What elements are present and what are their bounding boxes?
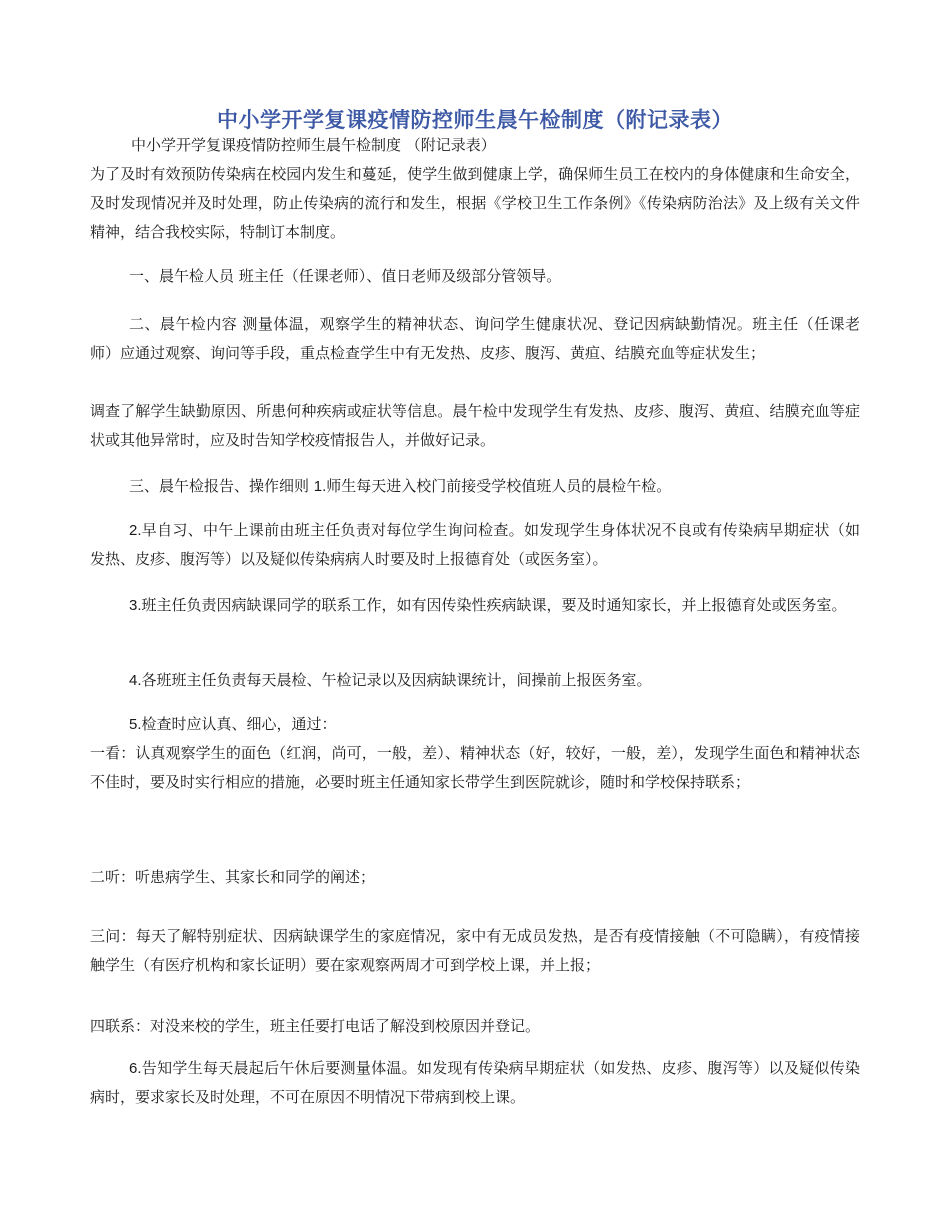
intro-paragraph: 为了及时有效预防传染病在校园内发生和蔓延，使学生做到健康上学，确保师生员工在校内的身体健康和生命安全，及时发现情况并及时处理，防止传染病的流行和发生，根据《学校卫生工作条例》《传染病防治法》及上级有关文件精神，结合我校实际，特制订本制度。 bbox=[90, 165, 860, 241]
ask-paragraph: 三问：每天了解特别症状、因病缺课学生的家庭情况，家中有无成员发热，是否有疫情接触（不可隐瞒），有疫情接触学生（有医疗机构和家长证明）要在家观察两周才可到学校上课，并上报； bbox=[90, 927, 860, 974]
item-2-paragraph bbox=[90, 516, 860, 574]
item-5-text: 检查时应认真、细心，通过： bbox=[141, 715, 337, 733]
item-3-text: 班主任负责因病缺课同学的联系工作，如有因传染性疾病缺课，要及时通知家长，并上报德育处或医务室。 bbox=[141, 596, 847, 614]
item-2-number: 2. bbox=[129, 522, 142, 539]
item-6-paragraph bbox=[90, 1054, 860, 1112]
section-3-paragraph bbox=[90, 472, 860, 501]
item-4-text: 各班班主任负责每天晨检、午检记录以及因病缺课统计，间操前上报医务室。 bbox=[141, 671, 652, 689]
item-4-number: 4. bbox=[129, 672, 142, 689]
section-2-paragraph: 二、晨午检内容 测量体温，观察学生的精神状态、询问学生健康状况、登记因病缺勤情况。班主任（任课老师）应通过观察、询问等手段，重点检查学生中有无发热、皮疹、腹泻、黄疸、结膜充血等症状发生； bbox=[90, 315, 860, 362]
document-title: 中小学开学复课疫情防控师生晨午检制度（附记录表） bbox=[217, 108, 733, 132]
section-3-heading: 三、晨午检报告、操作细则 bbox=[129, 477, 314, 495]
section-1-paragraph: 一、晨午检人员 班主任（任课老师）、值日老师及级部分管领导。 bbox=[129, 267, 562, 285]
section-2-continuation: 调查了解学生缺勤原因、所患何种疾病或症状等信息。晨午检中发现学生有发热、皮疹、腹泻、黄疸、结膜充血等症状或其他异常时，应及时告知学校疫情报告人，并做好记录。 bbox=[90, 402, 860, 449]
item-1-number: 1. bbox=[313, 478, 327, 495]
item-6-text: 告知学生每天晨起后午休后要测量体温。如发现有传染病早期症状（如发热、皮疹、腹泻等）以及疑似传染病时，要求家长及时处理，不可在原因不明情况下带病到校上课。 bbox=[90, 1059, 860, 1106]
item-3-paragraph bbox=[90, 591, 860, 620]
look-paragraph: 一看：认真观察学生的面色（红润，尚可，一般，差）、精神状态（好，较好，一般，差），发现学生面色和精神状态不佳时，要及时实行相应的措施，必要时班主任通知家长带学生到医院就诊，随时和学校保持联系； bbox=[90, 744, 860, 791]
item-3-number: 3. bbox=[129, 597, 142, 614]
item-2-text: 早自习、中午上课前由班主任负责对每位学生询问检查。如发现学生身体状况不良或有传染病早期症状（如发热、皮疹、腹泻等）以及疑似传染病病人时要及时上报德育处（或医务室）。 bbox=[90, 521, 860, 568]
listen-paragraph: 二听：听患病学生、其家长和同学的阐述； bbox=[90, 868, 376, 886]
item-5-paragraph bbox=[90, 710, 860, 739]
item-5-number: 5. bbox=[129, 716, 142, 733]
contact-paragraph: 四联系：对没来校的学生，班主任要打电话了解没到校原因并登记。 bbox=[90, 1017, 541, 1035]
item-1-text: 师生每天进入校门前接受学校值班人员的晨检午检。 bbox=[326, 477, 672, 495]
item-6-number: 6. bbox=[129, 1060, 142, 1077]
document-subtitle: 中小学开学复课疫情防控师生晨午检制度 （附记录表） bbox=[131, 136, 496, 154]
item-4-paragraph bbox=[90, 666, 860, 695]
